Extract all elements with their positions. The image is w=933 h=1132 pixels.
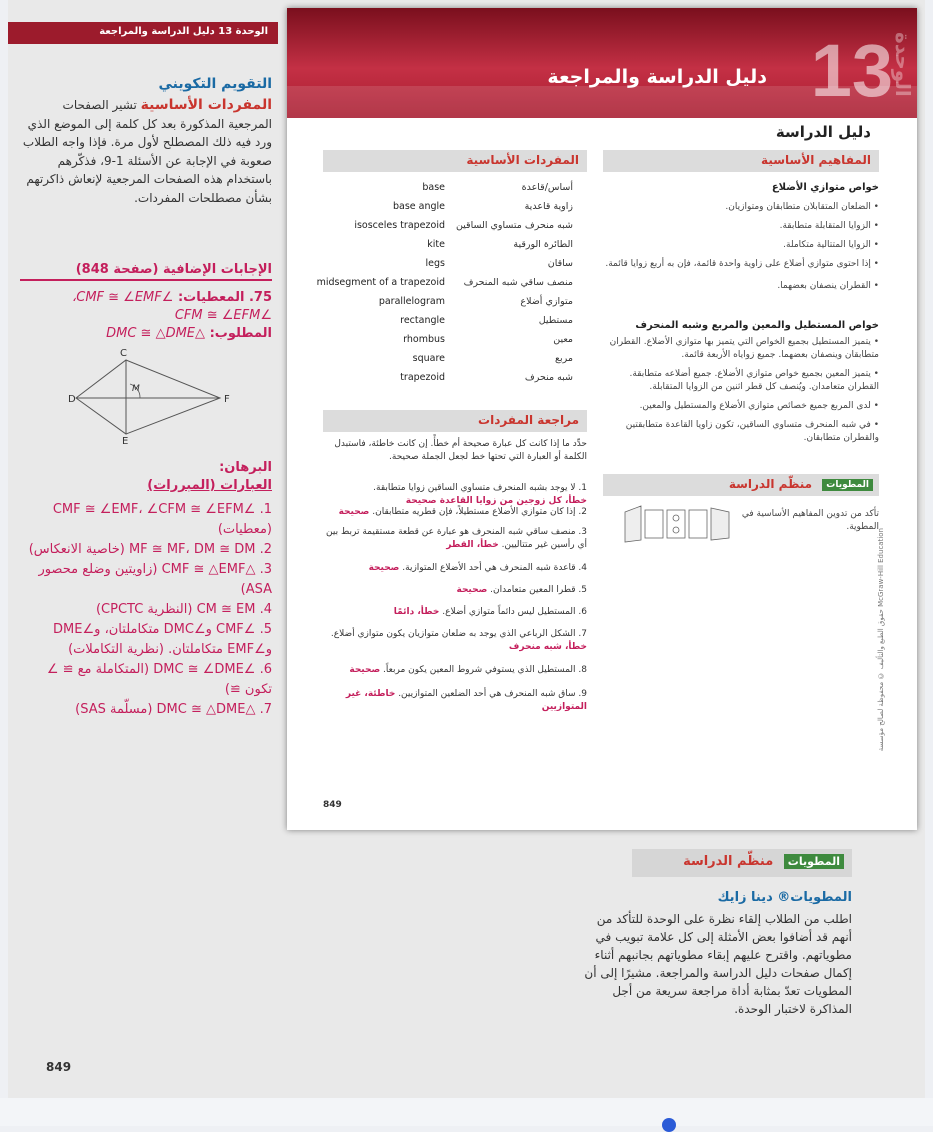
proof-step: 1. ∠CMF ≅ ∠EMF، ∠CFM ≅ ∠EFM (معطيات) (52, 502, 272, 537)
question: 9. ساق شبه المنحرف هي أحد الضلعين المتوازيين. خاطئة، غير المتوازيين (345, 689, 587, 712)
formative-vocab-paragraph (20, 96, 272, 208)
proof-step: 2. MF ≅ MF، DM ≅ DM (خاصية الانعكاس) (28, 542, 272, 557)
vocab-row: base angle زاوية قاعدية (392, 201, 573, 212)
vocab-row: rhombus معين (403, 334, 573, 345)
question: 7. الشكل الرباعي الذي يوجد به ضلعان متوازيان يكون متوازي أضلاع. خطأ، شبه منحرف (330, 629, 587, 652)
list-item: • الضلعان المتقابلان متطابقان ومتوازيان. (725, 202, 879, 212)
answer: صحيحة (456, 585, 488, 595)
list-item: • الزوايا المتقابلة متطابقة. (779, 221, 879, 231)
answer: خطأ، دائمًا (393, 607, 440, 617)
teacher-page-number: 849 (46, 1060, 72, 1074)
dinah-zike-title: المطويات® دينا زايك (717, 890, 852, 905)
foldables-title: منظّم الدراسة (728, 477, 813, 491)
foldables-tag: المطويات (822, 479, 873, 491)
question: 8. المستطيل الذي يستوفي شروط المعين يكون مربعاً. صحيحة (349, 665, 587, 675)
question: 4. قاعدة شبه المنحرف هي أحد الأضلاع المتوازية. صحيحة (368, 563, 587, 573)
proof-step: 5. ∠CMF و∠DMC متكاملتان، و∠DME و∠EMF متكاملتان. (نظرية التكاملات) (53, 622, 272, 657)
answer: خطأ، كل زوجين من زوايا القاعدة صحيحة (405, 496, 587, 506)
label-f: F (224, 394, 230, 405)
vocab-keyword: المفردات الأساسية (140, 97, 272, 113)
proof-label: البرهان: (219, 460, 272, 475)
list-item: • القطران ينصفان بعضهما. (777, 281, 879, 291)
study-guide-title: دليل الدراسة (775, 123, 871, 141)
rect-heading: خواص المستطيل والمعين والمربع وشبه المنحرف (635, 320, 879, 331)
vocab-row: isosceles trapezoid شبه منحرف متساوي الساقين (354, 220, 573, 231)
proof-step: 4. CM ≅ EM (النظرية CPCTC) (95, 602, 272, 617)
foldables-bar (603, 474, 879, 496)
vocab-row: square مربع (412, 353, 573, 364)
bottom-foldables-title: منظّم الدراسة (683, 854, 774, 869)
label-d: D (68, 394, 76, 405)
vocab-review-bar: مراجعة المفردات (323, 410, 587, 432)
rect-list (603, 336, 879, 445)
list-item: • في شبه المنحرف متساوي الساقين، تكون زاويا القاعدة متطابقتين والقطران متطابقان. (625, 420, 879, 443)
prove-line: المطلوب: △DMC ≅ △DME (106, 326, 272, 341)
chapter-number: 13 (810, 29, 893, 112)
vocab-row: midsegment of a trapezoid منصف ساقي شبه المنحرف (316, 277, 573, 288)
foldables-text: تأكد من تدوين المفاهيم الأساسية في المطوية. (741, 509, 879, 532)
review-intro: حدِّد ما إذا كانت كل عبارة صحيحة أم خطأً. إن كانت خاطئة، فاستبدل الكلمة أو العبارة التي تحتها خط لجعل الجملة صحيحة. (334, 439, 587, 462)
question: 1. لا يوجد بشبه المنحرف متساوي الساقين زوايا متطابقة. خطأ، كل زوجين من زوايا القاعدة صحيحة (373, 483, 587, 506)
vocab-row: kite الطائرة الورقية (427, 239, 573, 250)
copyright-side: حقوق الطبع والتأليف © محفوظة لصالح مؤسسة McGraw-Hill Education (877, 528, 885, 752)
question: 3. منصف ساقي شبه المنحرف هو عبارة عن قطعة مستقيمة تربط بين أي رأسين غير متتاليين. خطأ، القطر (326, 527, 587, 550)
answer: خطأ، القطر (446, 540, 499, 550)
question: 6. المستطيل ليس دائماً متوازي أضلاع. خطأ، دائمًا (393, 607, 587, 617)
list-item: • لدى المربع جميع خصائص متوازي الأضلاع والمستطيل والمعين. (639, 401, 879, 411)
answer: خاطئة، غير المتوازيين (345, 689, 587, 712)
answer: خطأ، شبه منحرف (508, 642, 587, 652)
bottom-body: اطلب من الطلاب إلقاء نظرة على الوحدة للتأكد من أنهم قد أضافوا بعض الأمثلة إلى كل علامة تبويب في مطوياتهم. واقترح عليهم إبقاء مطوياتهم بجانبهم أثناء إكمال صفحات دليل الدراسة والمراجعة. مشيرًا إلى أن المطويات تعدّ بمثابة أداة مراجعة سريعة من أجل المذاكرة لاختبار الوحدة. (584, 912, 852, 1016)
given-2: ∠CFM ≅ ∠EFM (174, 308, 272, 323)
label-e: E (122, 436, 129, 446)
vocab-row: base أساس/قاعدة (422, 182, 573, 193)
vocab-row: rectangle مستطيل (400, 315, 573, 326)
answer: صحيحة (338, 507, 370, 517)
viewer-footer (0, 1098, 933, 1126)
bottom-foldables-tag: المطويات (784, 854, 844, 869)
formative-title: التقويم التكويني (158, 76, 272, 92)
key-concepts-bar: المفاهيم الأساسية (603, 150, 879, 172)
vocab-row: trapezoid شبه منحرف (400, 372, 573, 383)
vocab-body: تشير الصفحات المرجعية المذكورة بعد كل كلمة إلى الموضع الذي ورد فيه ذلك المصطلح لأول مرة. فإذا واجه الطلاب صعوبة في الإجابة عن الأسئلة 1-9، فذكّرهم باستخدام هذه الصفحات المرجعية لإنعاش ذاكرتهم بشأن مصطلحات المفردات. (22, 98, 272, 205)
list-item: • يتميز المستطيل بجميع الخواص التي يتميز بها متوازي الأضلاع. القطران متطابقان وينصفان بعضهما. جميع زواياه الأربعة قائمة. (609, 337, 879, 360)
vocab-row: parallelogram متوازي أضلاع (378, 296, 573, 307)
student-page (287, 8, 917, 830)
vocab-row: legs ساقان (425, 258, 573, 269)
question: 2. إذا كان متوازي الأضلاع مستطيلاً، فإن قطريه متطابقان. صحيحة (338, 507, 587, 517)
scroll-indicator[interactable] (662, 1118, 676, 1132)
key-vocab-bar: المفردات الأساسية (323, 150, 587, 172)
list-item: • يتميز المعين بجميع خواص متوازي الأضلاع. جميع أضلاعه متطابقة. القطران متعامدان. ويُنصف كل قطر اثنين من الزوايا المتقابلة. (629, 369, 879, 392)
list-item: • إذا احتوى متوازي أضلاع على زاوية واحدة قائمة، فإن به أربع زوايا قائمة. (605, 259, 879, 269)
list-item: • الزوايا المتتالية متكاملة. (783, 240, 879, 250)
bottom-foldables-bar (632, 849, 852, 877)
proof-step: 7. △DMC ≅ △DME (مسلّمة SAS) (75, 702, 272, 717)
student-page-number: 849 (323, 800, 342, 810)
label-m: M (132, 384, 140, 394)
foldable-icon (623, 504, 731, 544)
answer: صحيحة (368, 563, 400, 573)
given-label: 75. المعطيات: ∠CMF ≅ ∠EMF، (72, 290, 272, 305)
extra-answers-heading: الإجابات الإضافية (صفحة 848) (20, 262, 272, 281)
chapter-title: دليل الدراسة والمراجعة (547, 66, 767, 88)
statements-label: العبارات (المبررات) (147, 478, 272, 493)
parallelogram-list (603, 198, 879, 296)
proof-steps (20, 500, 272, 720)
label-c: C (120, 348, 127, 359)
left-header: الوحدة 13 دليل الدراسة والمراجعة (8, 22, 278, 44)
question: 5. قطرا المعين متعامدان. صحيحة (456, 585, 587, 595)
proof-step: 6. ∠DMC ≅ ∠DME (المتكاملة مع ≅ ∠ تكون ≅) (46, 662, 272, 697)
chapter-unit: الوحدة (891, 32, 915, 97)
kite-diagram (68, 346, 248, 446)
parallelogram-heading: خواص متوازي الأضلاع (771, 182, 879, 193)
proof-step: 3. △CMF ≅ △EMF (زاويتين وضلع محصور ASA) (38, 562, 272, 597)
answer: صحيحة (349, 665, 381, 675)
